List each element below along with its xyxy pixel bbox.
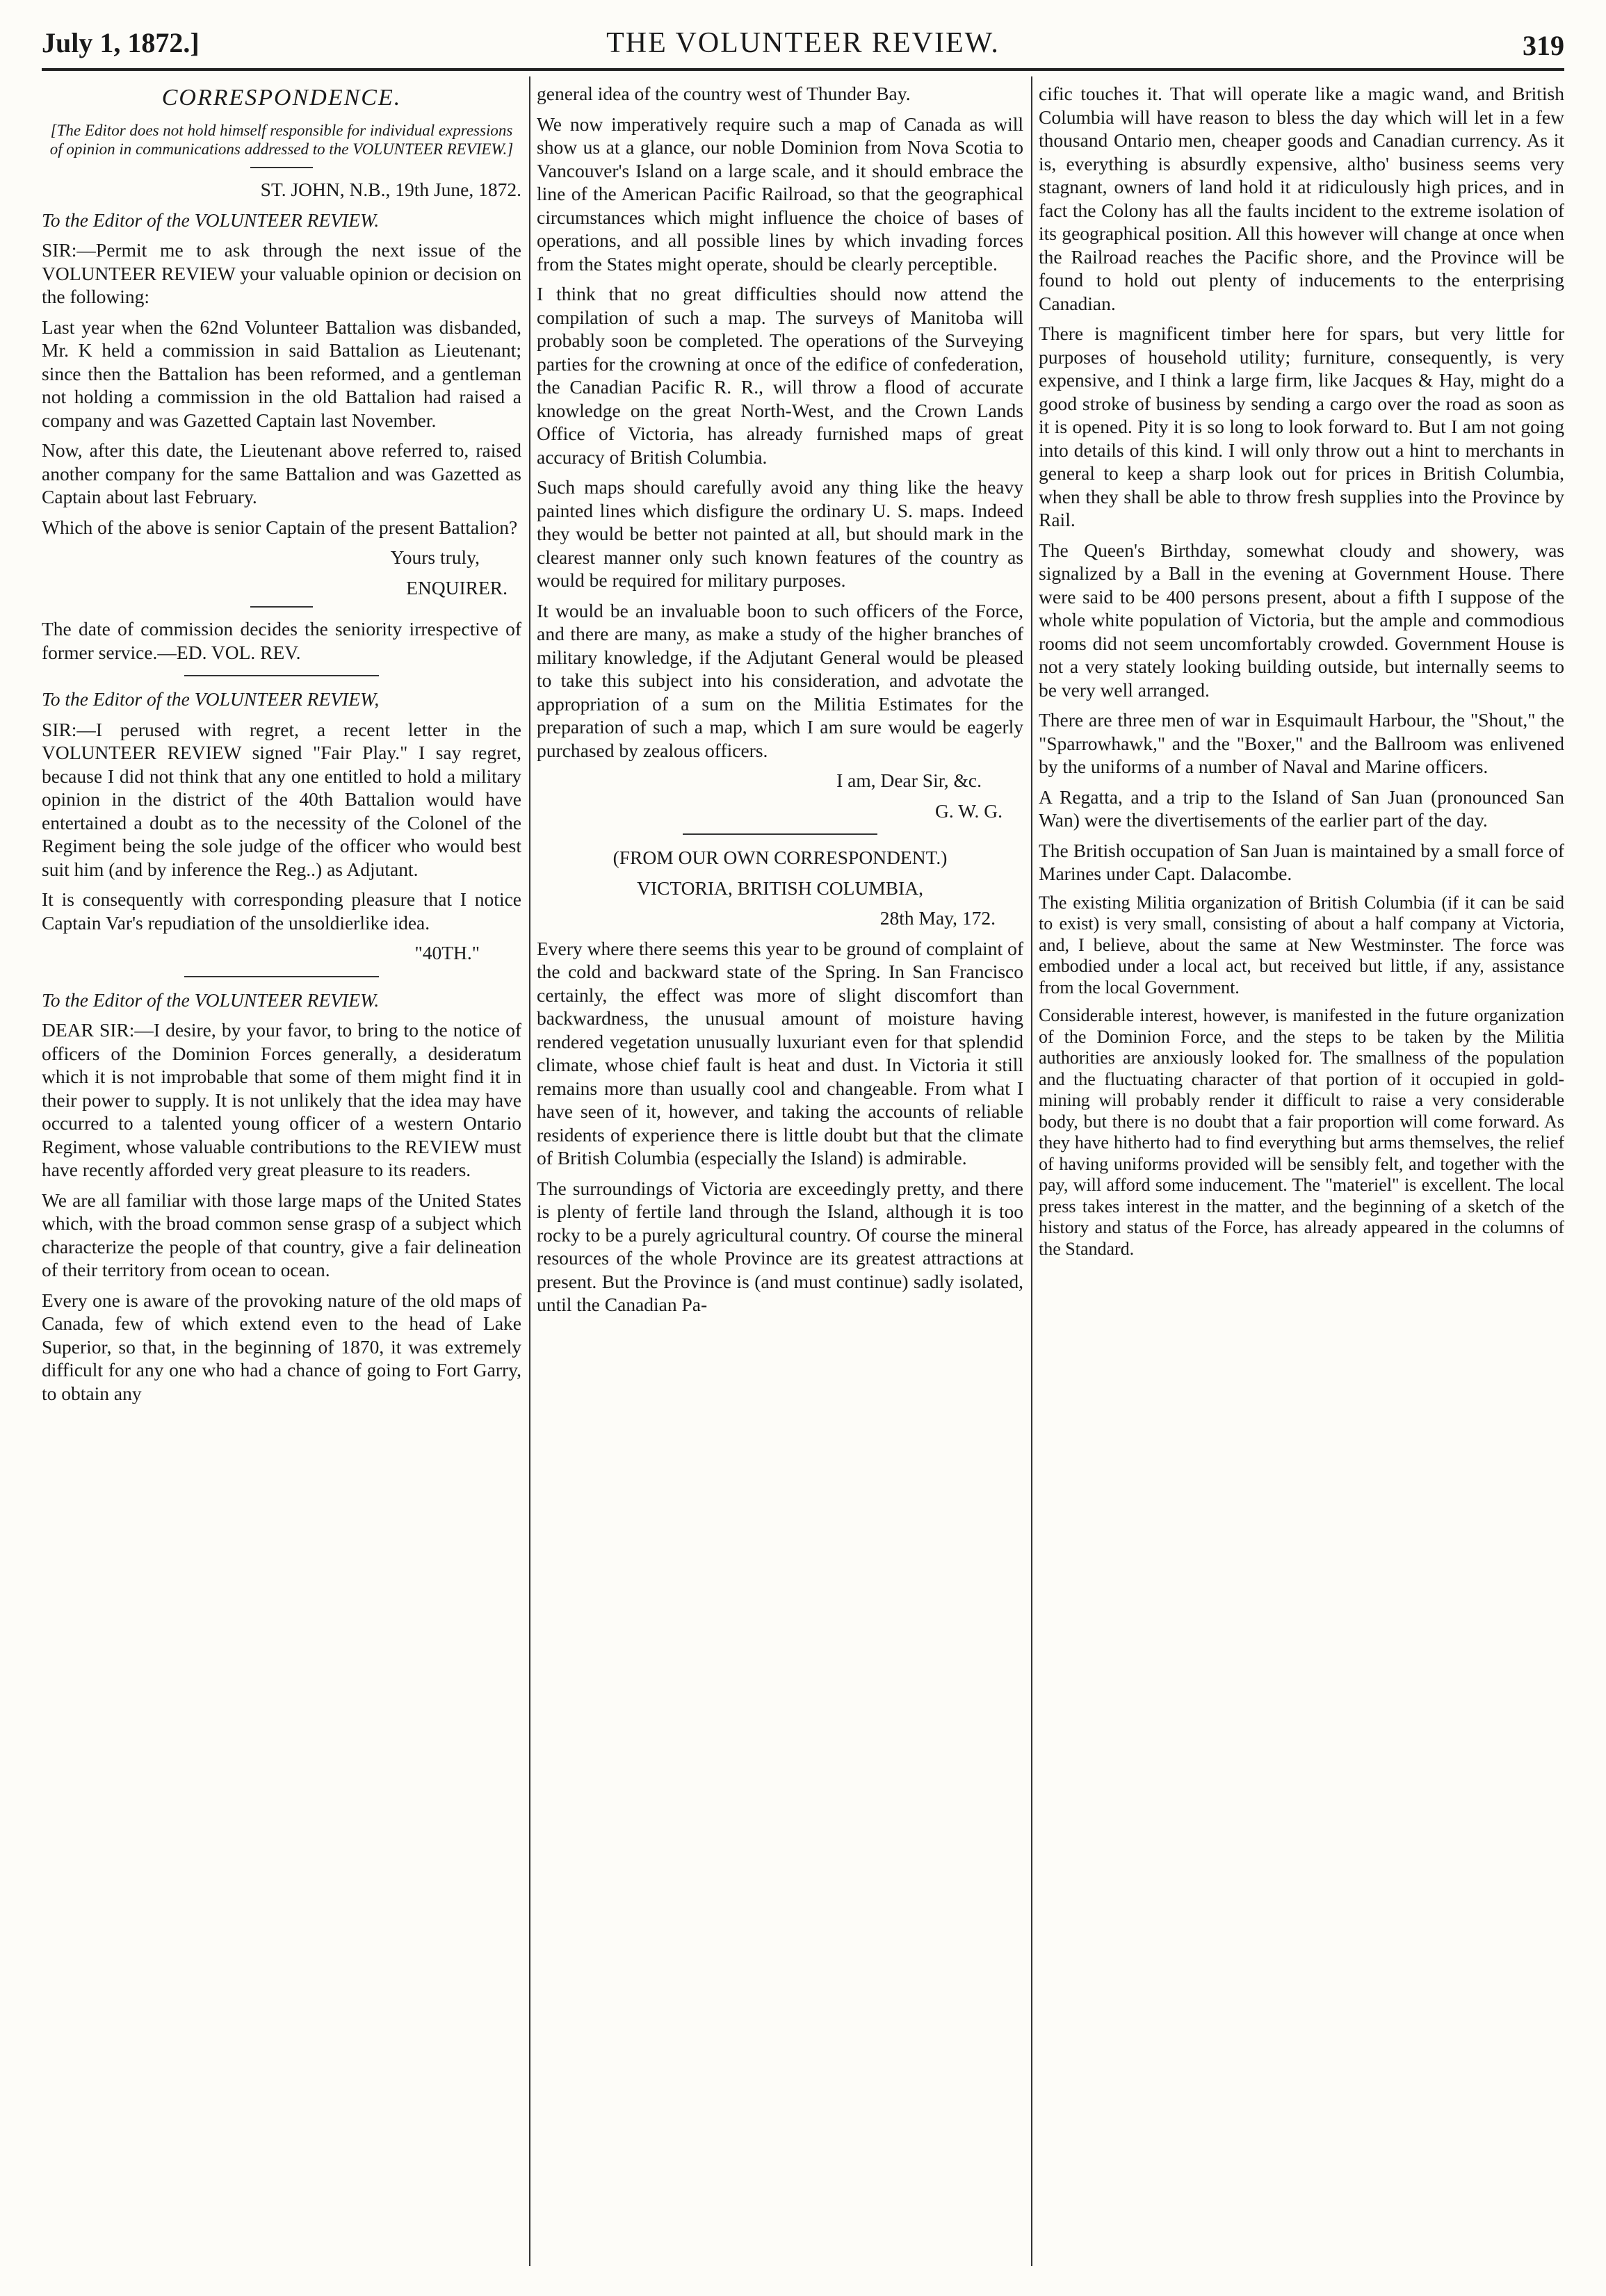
letter3-salutation: To the Editor of the VOLUNTEER REVIEW. (42, 988, 380, 1011)
header-rule (42, 68, 1564, 71)
victoria-paragraph: The existing Militia organization of British Columbia (if it can be said to exist) is very small, consisting of about a half company at Victoria, and, I believe, about the same at New Westminster. The force was embodied under a local act, but received but little, if any, assistance from the local Government. (1039, 892, 1564, 998)
letter3-paragraph: We are all familiar with those large maps of the United States which, with the broad common sense grasp of a subject which characterize the people of that country, give a fair delineation of their territory from ocean to ocean. (42, 1189, 521, 1280)
victoria-paragraph: There is magnificent timber here for spars, but very little for purposes of household utility; furniture, consequently, is very expensive, and I think a large firm, like Jacques & Hay, might do a good stroke of business by sending a cargo over the road as soon as it is opened. Pity it is so long to look forward to. But I am not going into details of this kind. I will only throw out a hint to merchants in general to keep a sharp look out for prices in British Columbia, when they shall be able to throw fresh supplies into the Province by Rail. (1039, 323, 1564, 530)
victoria-continued: cific touches it. That will operate like a magic wand, and British Columbia will have reason to bless the day which will let in a few thousand Ontario men, cheaper goods and Canadian currency. As it is, everything is absurdly expensive, altho' business seems very stagnant, owners of land hold it at ridiculously high prices, and in fact the Colony has all the faults incident to the extreme isolation of its geographical position. All this however will change at once when the Railroad reaches the Pacific shore, and the Province will be found to hold out plenty of inducements to the enterprising Canadian. (1039, 83, 1564, 314)
editor-disclaimer: [The Editor does not hold himself responsible for individual expressions of opinion in communications addressed to the VOLUNTEER REVIEW.] (49, 122, 514, 158)
divider (184, 675, 379, 676)
letter3-paragraph: It would be an invaluable boon to such officers of the Force, and there are many, as make a study of the higher branches of military knowledge, if the Adjutant General would be pleased to take this subject into his consideration, and advotate the appropriation of a sum on the Militia Estimates for the preparation of such a map, which I am sure would be eagerly purchased by zealous officers. (537, 599, 1023, 761)
letter1-paragraph: Now, after this date, the Lieutenant above referred to, raised another company for the same Battalion and was Gazetted as Captain about last February. (42, 439, 521, 507)
letter2-paragraph: SIR:—I perused with regret, a recent letter in the VOLUNTEER REVIEW signed "Fair Play." I say regret, because I did not think that any one entitled to hold a military opinion in the district of the 40th Battalion would have entertained a doubt as to the necessity of the Colonel of the Regiment being the sole judge of the officer who would best suit him (and by inference the Reg..) as Adjutant. (42, 718, 521, 880)
victoria-paragraph: The British occupation of San Juan is maintained by a small force of Marines under Capt. Dalacombe. (1039, 839, 1564, 884)
letter2-paragraph: It is consequently with corresponding pleasure that I notice Captain Var's repudiation of the unsoldierlike idea. (42, 888, 521, 934)
header-title: THE VOLUNTEER REVIEW. (606, 27, 1000, 59)
letter2-signature: "40TH." (414, 942, 480, 963)
letter1-paragraph: Last year when the 62nd Volunteer Battalion was disbanded, Mr. K held a commission in said Battalion as Lieutenant; since then the Battalion has been reformed, and a gentleman not holding a commission in the old Battalion had raised a company and was Gazetted Captain last November. (42, 316, 521, 431)
victoria-paragraph: The Queen's Birthday, somewhat cloudy and showery, was signalized by a Ball in the evening at Government House. There were said to be 400 persons present, about a fifth I suppose of the whole white population of Victoria, but the ample and commodious rooms did not seem uncomfortably crowded. Government House is not a very stately looking building outside, but internally seems to be very well arranged. (1039, 539, 1564, 701)
letter2-salutation: To the Editor of the VOLUNTEER REVIEW, (42, 688, 380, 710)
column-divider-2 (1031, 76, 1032, 2266)
victoria-paragraph: The surroundings of Victoria are exceedingly pretty, and there is plenty of fertile land through the Island, although it is too rocky to be a purely agricultural country. Of course the mineral resources of the whole Province are its greatest attractions at present. But the Province is (and must continue) sadly isolated, until the Canadian Pa- (537, 1177, 1023, 1315)
divider (683, 833, 877, 835)
column-2 (537, 82, 1023, 2265)
victoria-dateline: VICTORIA, BRITISH COLUMBIA, (636, 877, 923, 899)
letter1-dateline: ST. JOHN, N.B., 19th June, 1872. (260, 179, 521, 200)
letter3-signature: G. W. G. (934, 799, 1003, 822)
section-heading: CORRESPONDENCE. (161, 85, 402, 111)
correspondent-heading: (FROM OUR OWN CORRESPONDENT.) (613, 847, 948, 868)
letter1-closing: Yours truly, (390, 546, 480, 568)
letter3-paragraph: Such maps should carefully avoid any thing like the heavy painted lines which disfigure the ordinary U. S. maps. Indeed they would be better not painted at all, but should mark in the clearest manner only such known features of the country as would be required for military purposes. (537, 476, 1023, 591)
letter3-continued: general idea of the country west of Thunder Bay. (537, 83, 911, 104)
letter3-paragraph: We now imperatively require such a map of Canada as will show us at a glance, our noble Dominion from Nova Scotia to Vancouver's Island on a large scale, and it should embrace the line of the American Pacific Railroad, so that the geographical circumstances which might influence the choice of bases of operations, and all possible lines by which invading forces from the States might operate, should be clearly perceptible. (537, 113, 1023, 275)
divider (250, 167, 313, 168)
letter1-paragraph: Which of the above is senior Captain of the present Battalion? (42, 516, 518, 538)
page-number: 319 (1523, 30, 1564, 61)
letter3-paragraph: Every one is aware of the provoking nature of the old maps of Canada, few of which extend even to the head of Lake Superior, so that, in the beginning of 1870, it was extremely difficult for any one who had a chance of going to Fort Garry, to obtain any (42, 1289, 521, 1404)
letter3-paragraph: DEAR SIR:—I desire, by your favor, to bring to the notice of officers of the Dominion Forces generally, a desideratum which it is not improbable that some of them might find it in their power to supply. It is not unlikely that the idea may have occurred to a talented young officer of a western Ontario Regiment, whose valuable contributions to the REVIEW must have recently afforded very great pleasure to its readers. (42, 1019, 521, 1180)
victoria-date: 28th May, 172. (879, 907, 996, 929)
column-1 (42, 82, 521, 2265)
editor-reply: The date of commission decides the seniority irrespective of former service.—ED. VOL. REV. (42, 618, 521, 663)
letter1-salutation: To the Editor of the VOLUNTEER REVIEW. (42, 209, 380, 231)
header-date: July 1, 1872.] (42, 27, 200, 58)
letter1-paragraph: SIR:—Permit me to ask through the next issue of the VOLUNTEER REVIEW your valuable opinion or decision on the following: (42, 239, 521, 307)
victoria-paragraph: Considerable interest, however, is manifested in the future organization of the Dominion Force, and the steps to be taken by the Militia authorities are anxiously looked for. The smallness of the population and the fluctuating character of that portion of it occupied in gold-mining will probably render it difficult to raise a very considerable body, but there is no doubt that a fair proportion will come forward. As they have hitherto had to find everything but arms themselves, the relief of having uniforms provided will be sensibly felt, and together with the pay, will afford some inducement. The "materiel" is excellent. The local press takes interest in the matter, and the beginning of a sketch of the history and status of the Force, has already appeared in the columns of the Standard. (1039, 1005, 1564, 1259)
column-3 (1039, 82, 1564, 2265)
small-type-block (1039, 893, 1564, 1260)
column-divider-1 (529, 76, 530, 2266)
letter1-signature: ENQUIRER. (406, 576, 508, 599)
page-header (42, 21, 1564, 70)
letter3-closing: I am, Dear Sir, &c. (836, 770, 982, 791)
victoria-paragraph: There are three men of war in Esquimault Harbour, the "Shout," the "Sparrowhawk," and the "Boxer," and the Ballroom was enlivened by the uniforms of a number of Naval and Marine officers. (1039, 709, 1564, 777)
newspaper-page (42, 21, 1564, 2273)
victoria-paragraph: A Regatta, and a trip to the Island of San Juan (pronounced San Wan) were the divertisements of the earlier part of the day. (1039, 785, 1564, 831)
victoria-paragraph: Every where there seems this year to be ground of complaint of the cold and backward state of the Spring. In San Francisco certainly, the effect was more of slight discomfort than backwardness, the unusual amount of moisture having rendered vegetation unusually luxuriant even for that splendid climate, whose chief fault is heat and dust. In Victoria it still remains more than usually cool and changeable. From what I have seen of it, however, and taking the accounts of reliable residents of experience there is little doubt but that the climate of British Columbia (especially the Island) is admirable. (537, 937, 1023, 1169)
divider (184, 976, 379, 977)
divider (250, 606, 313, 608)
letter3-paragraph: I think that no great difficulties should now attend the compilation of such a map. The surveys of Manitoba will probably soon be completed. The operations of the Surveying parties for the crowning at once of the edifice of confederation, the Canadian Pacific R. R., will throw a flood of accurate knowledge on the great North-West, and the Crown Lands Office of Victoria, has already furnished maps of great accuracy of British Columbia. (537, 283, 1023, 468)
